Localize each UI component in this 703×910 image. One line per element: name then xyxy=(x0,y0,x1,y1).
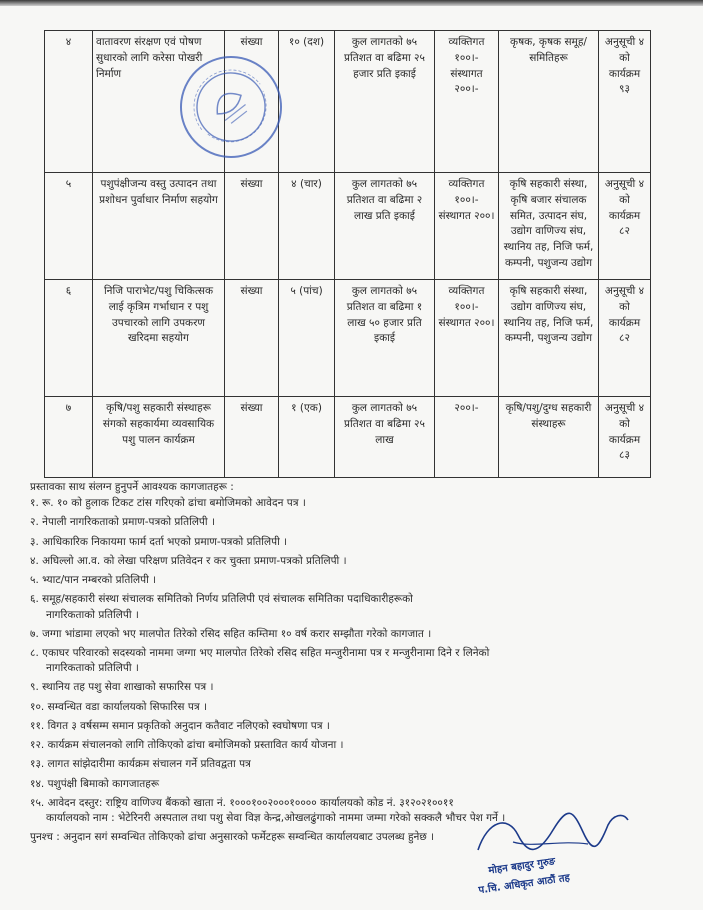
list-item xyxy=(30,627,670,642)
fee-cell: व्यक्तिगत १००।- संस्थागत २००। xyxy=(435,173,499,280)
reference-cell: अनुसूची ४ को कार्यक्रम ८२ xyxy=(599,173,651,280)
table-row xyxy=(45,397,651,478)
list-item-text: ११. विगत ३ वर्षसम्म समान प्रकृतिको अनुदान कतैवाट नलिएको स्वघोषणा पत्र । xyxy=(30,719,330,732)
quantity-cell: १ (एक) xyxy=(279,397,335,478)
fee-cell: व्यक्तिगत १००।- संस्थागत २००।- xyxy=(435,31,499,173)
list-item-text: १४. पशुपंक्षी बिमाको कागजातहरू xyxy=(30,777,160,790)
programme-table xyxy=(44,30,651,478)
list-item xyxy=(30,738,670,753)
eligible-cell: कृषि/पशु/दुग्ध सहकारी संस्थाहरू xyxy=(499,397,599,478)
list-item-text: १. रू. १० को हुलाक टिकट टांस गरिएको ढांचा बमोजिमको आवेदन पत्र । xyxy=(30,497,306,510)
required-documents xyxy=(30,480,670,845)
signature-scribble-icon xyxy=(458,800,638,860)
unit-cell: संख्या xyxy=(225,173,279,280)
signature-block xyxy=(458,800,638,900)
serial-cell: ७ xyxy=(45,397,93,478)
list-item xyxy=(30,573,670,588)
list-item-text: १२. कार्यक्रम संचालनको लागि तोकिएको ढांचा बमोजिमको प्रस्तावित कार्य योजना । xyxy=(30,739,344,752)
list-item-continuation: नागरिकताको प्रतिलिपी । xyxy=(46,662,139,675)
unit-cell: संख्या xyxy=(225,31,279,173)
serial-cell: ६ xyxy=(45,280,93,397)
grant-cell: कुल लागतको ७५ प्रतिशत वा बढिमा १ लाख ५० हजार प्रति इकाई xyxy=(335,280,435,397)
list-item-text: ४. अघिल्लो आ.व. को लेखा परिक्षण प्रतिवेदन र कर चुक्ता प्रमाण-पत्रको प्रतिलिपी । xyxy=(30,554,347,567)
list-item-text: १०. सम्वन्धित वडा कार्यालयको सिफारिस पत्र । xyxy=(30,700,207,713)
list-item xyxy=(30,515,670,530)
documents-heading: प्रस्तावका साथ संलग्न हुनुपर्ने आवश्यक कागजातहरू : xyxy=(30,481,234,493)
list-item-text: ३. आधिकारिक निकायमा फार्म दर्ता भएको प्रमाण-पत्रको प्रतिलिपी । xyxy=(30,535,288,548)
reference-cell: अनुसूची ४ को कार्यक्रम ८२ xyxy=(599,280,651,397)
table-row xyxy=(45,280,651,397)
programme-cell: कृषि/पशु सहकारी संस्थाहरू संगको सहकार्यमा व्यवसायिक पशु पालन कार्यक्रम xyxy=(93,397,225,478)
eligible-cell: कृषि सहकारी संस्था, उद्योग वाणिज्य संघ, स्थानिय तह, निजि फर्म, कम्पनी, पशुजन्य उद्योग xyxy=(499,280,599,397)
fee-cell: २००।- xyxy=(435,397,499,478)
eligible-cell: कृषक, कृषक समूह/ समितिहरू xyxy=(499,31,599,173)
list-item-text: ५. भ्याट/पान नम्बरको प्रतिलिपी । xyxy=(30,574,157,587)
list-item-text: ८. एकाघर परिवारको सदस्यको नाममा जग्गा भए मालपोत तिरेको रसिद सहित मन्जुरीनामा पत्र र मन्जुरीनामा दिने र लिनेको xyxy=(30,646,490,659)
fee-cell: व्यक्तिगत १००।- संस्थागत २००। xyxy=(435,280,499,397)
reference-cell: अनुसूची ४ को कार्यक्रम ८३ xyxy=(599,397,651,478)
list-item xyxy=(30,757,670,772)
programme-cell: निजि पाराभेट/पशु चिकित्सक लाई कृत्रिम गर्भाधान र पशु उपचारको लागि उपकरण खरिदमा सहयोग xyxy=(93,280,225,397)
list-item xyxy=(30,554,670,569)
table-row xyxy=(45,31,651,173)
list-item xyxy=(30,496,670,511)
list-item-text: १५. आवेदन दस्तुर: राष्ट्रिय वाणिज्य बैंकको खाता नं. १०००१००२०००१०००० कार्यालयको कोड नं. ३१२०२१००११ xyxy=(30,796,454,809)
documents-list xyxy=(30,496,670,826)
list-item-continuation: कार्यालयको नाम : भेटेरिनरी अस्पताल तथा पशु सेवा विज्ञ केन्द्र,ओखलढुंगाको नाममा जम्मा गरेको सक्कलै भौचर पेश गर्ने । xyxy=(46,811,506,824)
unit-cell: संख्या xyxy=(225,397,279,478)
grant-cell: कुल लागतको ७५ प्रतिशत वा बढिमा २५ लाख xyxy=(335,397,435,478)
list-item-text: २. नेपाली नागरिकताको प्रमाण-पत्रको प्रतिलिपी । xyxy=(30,516,215,529)
list-item xyxy=(30,777,670,792)
programme-cell: पशुपंक्षीजन्य वस्तु उत्पादन तथा प्रशोधन पुर्वाधार निर्माण सहयोग xyxy=(93,173,225,280)
signatory-title: प.चि. अधिकृत आठौं तह xyxy=(477,872,571,897)
list-item-text: ९. स्थानिय तह पशु सेवा शाखाको सफारिस पत्र । xyxy=(30,681,214,694)
list-item-text: ६. समूह/सहकारी संस्था संचालक समितिको निर्णय प्रतिलिपी एवं संचालक समितिका पदाधिकारीहरूको xyxy=(30,593,413,606)
postscript-note: पुनश्च : अनुदान सगं सम्वन्धित तोकिएको ढांचा अनुसारको फर्मेटहरू सम्वन्धित कार्यालयबाट उपलब्ध हुनेछ । xyxy=(30,831,435,844)
quantity-cell: ५ (पांच) xyxy=(279,280,335,397)
list-item xyxy=(30,592,670,622)
serial-cell: ५ xyxy=(45,173,93,280)
quantity-cell: १० (दश) xyxy=(279,31,335,173)
list-item xyxy=(30,680,670,695)
quantity-cell: ४ (चार) xyxy=(279,173,335,280)
list-item xyxy=(30,700,670,715)
list-item-text: १३. लागत सांझेदारीमा कार्यक्रम संचालन गर्ने प्रतिवद्वता पत्र xyxy=(30,758,251,771)
top-edge xyxy=(0,0,703,6)
grant-cell: कुल लागतको ७५ प्रतिशत वा बढिमा २ लाख प्रति इकाई xyxy=(335,173,435,280)
signatory-name: मोहन बहादुर गुरुङ xyxy=(487,856,557,877)
list-item xyxy=(30,646,670,676)
list-item xyxy=(30,535,670,550)
reference-cell: अनुसूची ४ को कार्यक्रम ९३ xyxy=(599,31,651,173)
list-item xyxy=(30,719,670,734)
list-item-continuation: नागरिकताको प्रतिलिपी । xyxy=(46,608,139,621)
serial-cell: ४ xyxy=(45,31,93,173)
document-page xyxy=(30,30,670,845)
list-item-text: ७. जग्गा भांडामा लएको भए मालपोत तिरेको रसिद सहित कम्तिमा १० वर्ष करार सम्झौता गरेको कागजात । xyxy=(30,627,432,640)
table-row xyxy=(45,173,651,280)
grant-cell: कुल लागतको ७५ प्रतिशत वा बढिमा २५ हजार प्रति इकाई xyxy=(335,31,435,173)
programme-cell: वातावरण संरक्षण एवं पोषण सुधारको लागि करेसा पोखरी निर्माण xyxy=(93,31,225,173)
eligible-cell: कृषि सहकारी संस्था, कृषि बजार संचालक समित, उत्पादन संघ, उद्योग वाणिज्य संघ, स्थानिय तह, निजि फर्म, कम्पनी, पशुजन्य उद्योग xyxy=(499,173,599,280)
unit-cell: संख्या xyxy=(225,280,279,397)
